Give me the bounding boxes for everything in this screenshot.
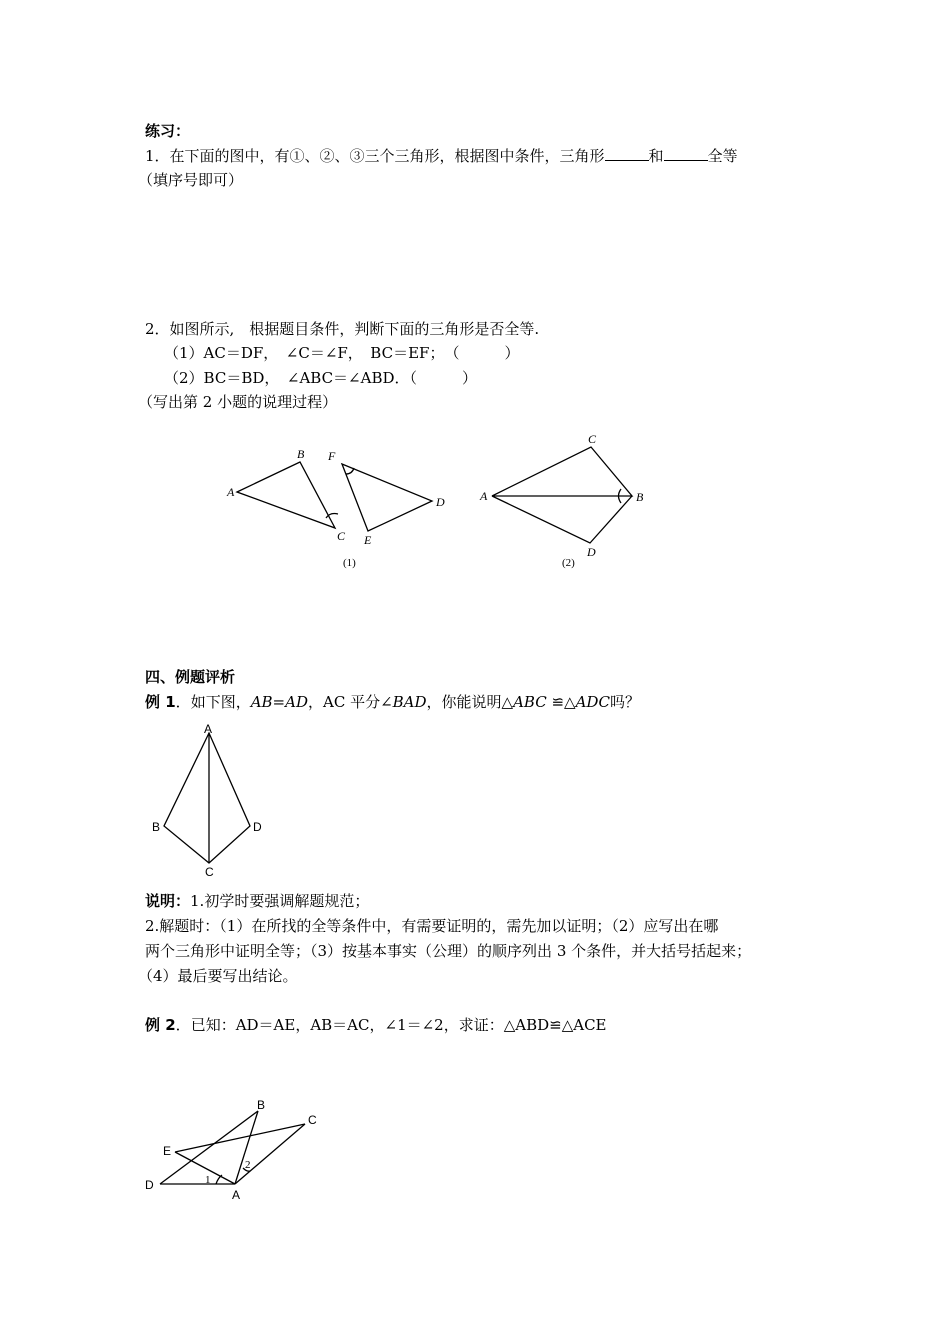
explanation-label: 说明： bbox=[145, 892, 191, 910]
triangle-fde bbox=[342, 464, 432, 531]
example-2-label: 例 2 bbox=[145, 1016, 176, 1034]
ex1-label-d: D bbox=[253, 820, 262, 834]
question-1-line-1 bbox=[145, 146, 738, 166]
ex1-t5: ，你能说明△ bbox=[426, 693, 514, 711]
fig2-label-c: C bbox=[588, 432, 597, 446]
q1-mid: 和 bbox=[648, 147, 664, 165]
angle-1-mark bbox=[216, 1175, 222, 1184]
question-2-intro: 2．如图所示, 根据题目条件，判断下面的三角形是否全等. bbox=[145, 320, 540, 338]
segment-ac bbox=[235, 1124, 305, 1184]
fig2-caption: (2) bbox=[562, 557, 575, 569]
answer-blank-1[interactable] bbox=[605, 146, 649, 161]
ex1-t7: ≌△ bbox=[546, 693, 576, 711]
triangle-acb bbox=[492, 447, 632, 496]
ex2-label-d: D bbox=[145, 1178, 154, 1192]
question-2-item-1: （1）AC＝DF， ∠C＝∠F， BC＝EF； （ ） bbox=[164, 344, 520, 362]
ex2-angle-1: 1 bbox=[205, 1174, 211, 1186]
practice-heading: 练习： bbox=[145, 122, 191, 140]
fig1-label-b: B bbox=[297, 447, 305, 461]
explanation-line-4: （4）最后要写出结论。 bbox=[138, 967, 298, 985]
ex1-t2: AB=AD bbox=[250, 693, 308, 711]
fig2-label-b: B bbox=[636, 490, 644, 504]
ex1-t8: ADC bbox=[575, 693, 610, 711]
explanation-line-2: 2.解题时：（1）在所找的全等条件中，有需要证明的，需先加以证明；（2）应写出在哪 bbox=[145, 917, 719, 935]
ex1-label-b: B bbox=[152, 820, 161, 834]
angle-c-mark bbox=[326, 514, 338, 519]
question-2-note: （写出第 2 小题的说理过程） bbox=[138, 393, 338, 411]
ex1-t3: ，AC 平分∠ bbox=[308, 693, 393, 711]
ex1-label-a: A bbox=[204, 722, 213, 736]
explanation-line-3: 两个三角形中证明全等；（3）按基本事实（公理）的顺序列出 3 个条件，并大括号括起来； bbox=[145, 942, 752, 960]
example-1-prompt bbox=[145, 692, 640, 712]
fig1-label-e: E bbox=[364, 533, 372, 547]
question-2-item-2: （2）BC＝BD， ∠ABC＝∠ABD．（ ） bbox=[164, 369, 478, 387]
ex1-label-c: C bbox=[205, 865, 214, 879]
fig1-caption: (1) bbox=[343, 557, 356, 569]
angle-b-mark bbox=[619, 489, 622, 503]
explanation-text-1: 1.初学时要强调解题规范； bbox=[190, 892, 370, 910]
angle-2-mark bbox=[243, 1168, 250, 1171]
angle-f-mark bbox=[346, 468, 354, 474]
kite-abcd bbox=[164, 733, 250, 863]
ex2-angle-2: 2 bbox=[245, 1159, 251, 1171]
example-1-dot: ． bbox=[175, 693, 191, 711]
triangle-adb bbox=[492, 496, 632, 543]
q1-prefix: 1．在下面的图中，有①、②、③三个三角形，根据图中条件，三角形 bbox=[145, 147, 605, 165]
ex2-label-c: C bbox=[308, 1113, 317, 1127]
segment-ea bbox=[175, 1152, 235, 1184]
ex2-label-b: B bbox=[257, 1098, 266, 1112]
fig1-label-c: C bbox=[337, 529, 346, 543]
example-2-dot: ． bbox=[175, 1016, 191, 1034]
section-4-heading: 四、例题评析 bbox=[145, 668, 236, 686]
q1-suffix: 全等 bbox=[707, 147, 738, 165]
question-1-line-2: （填序号即可） bbox=[138, 171, 244, 189]
ex2-label-e: E bbox=[163, 1144, 172, 1158]
segment-ec bbox=[175, 1124, 305, 1152]
fig1-label-f: F bbox=[328, 449, 336, 463]
fig2-label-d: D bbox=[587, 545, 596, 559]
example-2-text: 已知：AD＝AE，AB＝AC，∠1＝∠2，求证：△ABD≌△ACE bbox=[190, 1016, 607, 1034]
explanation-line-1 bbox=[145, 891, 369, 911]
ex2-label-a: A bbox=[232, 1188, 241, 1202]
triangle-abc bbox=[237, 462, 335, 528]
segment-ab bbox=[235, 1111, 258, 1184]
fig1-label-d: D bbox=[436, 495, 445, 509]
ex1-t9: 吗？ bbox=[609, 693, 640, 711]
ex1-t1: 如下图， bbox=[190, 693, 251, 711]
answer-blank-2[interactable] bbox=[664, 146, 708, 161]
fig2-label-a: A bbox=[480, 489, 488, 503]
ex1-t4: BAD bbox=[392, 693, 427, 711]
example-2-prompt bbox=[145, 1015, 607, 1035]
fig1-label-a: A bbox=[227, 485, 235, 499]
segment-db bbox=[160, 1111, 258, 1184]
ex1-t6: ABC bbox=[513, 693, 547, 711]
example-1-label: 例 1 bbox=[145, 693, 176, 711]
